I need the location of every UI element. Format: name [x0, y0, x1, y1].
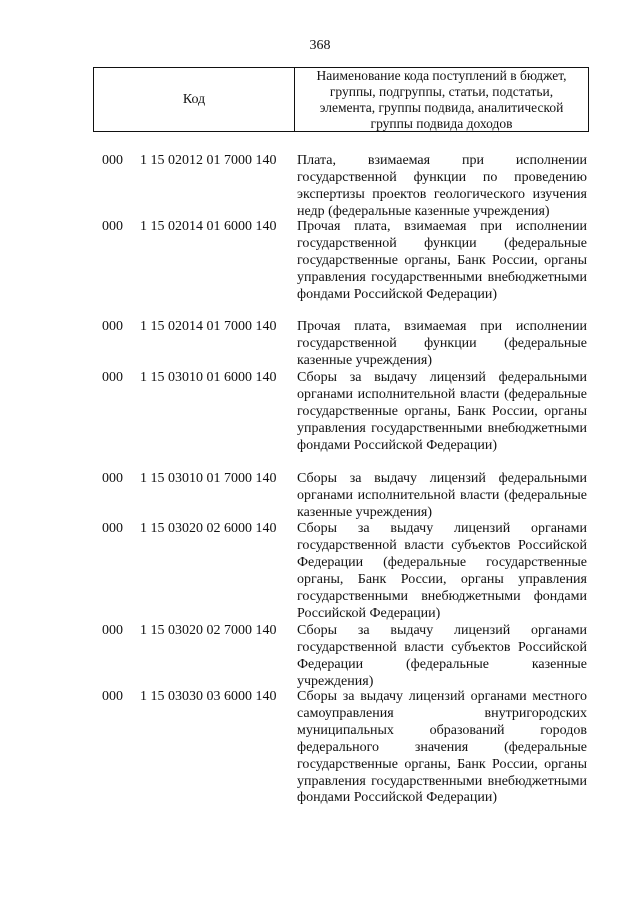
- header-name-cell: Наименование кода поступлений в бюджет, группы, подгруппы, статьи, подстатьи, элемента, группы подвида, аналитической группы подвида доходов: [316, 67, 567, 131]
- revenue-description: Плата, взимаемая при исполнении государственной функции по проведению экспертизы проектов геологического изучения недр (федеральные казенные учреждения): [297, 153, 587, 219]
- revenue-description: Сборы за выдачу лицензий органами государственной власти субъектов Российской Федерации (федеральные казенные учреждения): [297, 623, 587, 689]
- table-row: [0, 521, 640, 623]
- revenue-description: Сборы за выдачу лицензий органами государственной власти субъектов Российской Федерации (федеральные государственные органы, Банк России, органы управления государственными внебюджетными фондами Российской Федерации): [297, 521, 587, 621]
- table-row: [0, 319, 640, 370]
- table-row: [0, 623, 640, 689]
- table-row: [0, 219, 640, 319]
- revenue-code: 1 15 02012 01 7000 140: [140, 153, 277, 168]
- revenue-code: 1 15 03020 02 7000 140: [140, 623, 277, 638]
- table-row: [0, 689, 640, 829]
- revenue-code: 1 15 02014 01 7000 140: [140, 319, 277, 334]
- revenue-code: 1 15 03010 01 7000 140: [140, 471, 277, 486]
- revenue-code: 1 15 03020 02 6000 140: [140, 521, 277, 536]
- code-list: [0, 153, 640, 829]
- table-header: [93, 67, 589, 132]
- revenue-code: 1 15 02014 01 6000 140: [140, 219, 277, 234]
- table-row: [0, 471, 640, 521]
- revenue-description: Прочая плата, взимаемая при исполнении государственной функции (федеральные государственные органы, Банк России, органы управления государственными внебюджетными фондами Российской Федерации): [297, 219, 587, 302]
- admin-code: 000: [102, 623, 123, 638]
- header-code-cell: Код: [94, 68, 295, 131]
- table-row: [0, 153, 640, 219]
- admin-code: 000: [102, 471, 123, 486]
- admin-code: 000: [102, 689, 123, 704]
- revenue-description: Прочая плата, взимаемая при исполнении государственной функции (федеральные казенные учреждения): [297, 319, 587, 368]
- revenue-code: 1 15 03030 03 6000 140: [140, 689, 277, 704]
- revenue-description: Сборы за выдачу лицензий федеральными органами исполнительной власти (федеральные государственные органы, Банк России, органы управления государственными внебюджетными фондами Российской Федерации): [297, 370, 587, 453]
- admin-code: 000: [102, 219, 123, 234]
- revenue-code: 1 15 03010 01 6000 140: [140, 370, 277, 385]
- page-number: 368: [309, 38, 331, 53]
- revenue-description: Сборы за выдачу лицензий федеральными органами исполнительной власти (федеральные казенные учреждения): [297, 471, 587, 520]
- admin-code: 000: [102, 521, 123, 536]
- admin-code: 000: [102, 319, 123, 334]
- admin-code: 000: [102, 153, 123, 168]
- revenue-description: Сборы за выдачу лицензий органами местного самоуправления внутригородских муниципальных образований городов федерального значения (федеральные государственные органы, Банк России, органы управления государственными внебюджетными фондами Российской Федерации): [297, 689, 587, 806]
- admin-code: 000: [102, 370, 123, 385]
- table-row: [0, 370, 640, 471]
